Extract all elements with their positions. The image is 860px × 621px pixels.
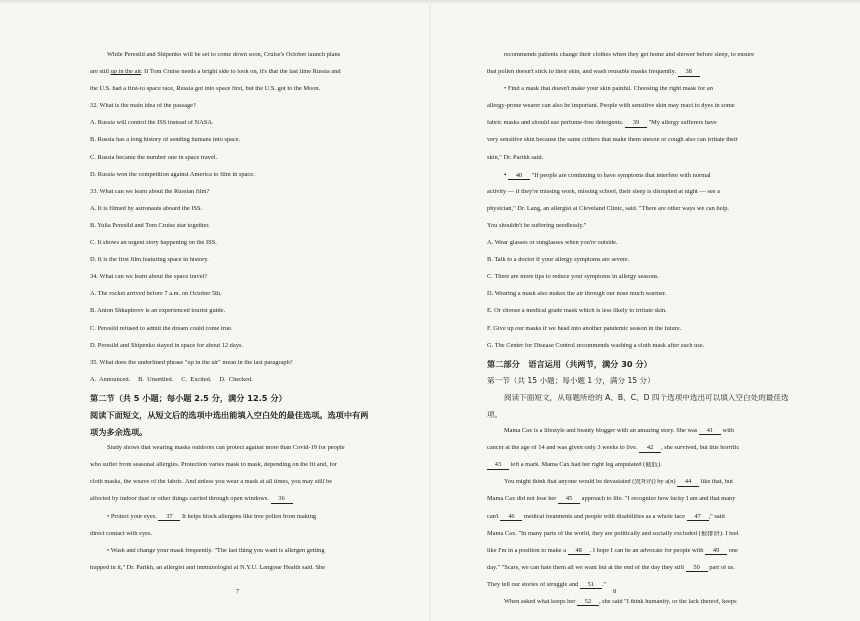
passage-line: • Find a mask that doesn't make your skin painful. Choosing the right mask for an xyxy=(504,86,713,93)
answer-blank: 47 xyxy=(687,514,709,521)
choice: F. Give up our masks if we head into another pandemic season in the future. xyxy=(487,325,682,332)
answer-blank: 43 xyxy=(487,462,509,469)
passage-line: the U.S. had a first-to space race, Russia got into space first, but the U.S. got to the Moon. xyxy=(90,86,321,93)
bullet-icon: • xyxy=(504,171,507,179)
section-instruction: 项为多余选项。 xyxy=(90,428,148,438)
cloze-text: . I hope I can be an advocate for people with xyxy=(589,547,704,554)
section-heading: 第二节（共 5 小题；每小题 2.5 分，满分 12.5 分） xyxy=(90,393,287,403)
passage-line xyxy=(487,172,799,189)
option: C. Peresild refused to admit the dream could come true. xyxy=(90,325,233,332)
passage-text: fabric masks and should use perfume-free detergents. xyxy=(487,120,624,127)
cloze-text: When asked what keeps her xyxy=(504,599,576,605)
cloze-text: Mama Cax did not lose her xyxy=(487,496,557,503)
right-page xyxy=(430,0,860,621)
cloze-text: cancer at the age of 14 and was given only 3 weeks to live. xyxy=(487,445,638,452)
option: D. Peresild and Shipenko stayed in space for about 12 days. xyxy=(90,342,243,349)
cloze-text: ." xyxy=(601,581,607,588)
choice: C. There are more tips to reduce your symptoms in allergy seasons. xyxy=(487,274,660,281)
passage-line: very sensitive skin because the same critters that make them sneeze or cough also can irritate their xyxy=(487,137,738,144)
right-column xyxy=(487,52,799,616)
option: B. Anton Shkaplerov is an experienced tourist guide. xyxy=(90,308,226,315)
option: A. The rocket arrived before 7 a.m. on October 5th. xyxy=(90,291,222,298)
passage-line: You shouldn't be suffering needlessly." xyxy=(487,222,587,229)
answer-blank: 48 xyxy=(568,548,590,555)
passage-line: direct contact with eyes. xyxy=(90,530,153,537)
option-row: A. Announced. B. Unsettled. C. Excited. D. Checked. xyxy=(90,376,253,383)
passage-text: that pollen doesn't stick to their skin, and wash reusable masks frequently. xyxy=(487,69,677,76)
choice: G. The Center for Disease Control recommends washing a cloth mask after each use. xyxy=(487,342,705,349)
passage-line xyxy=(487,120,799,137)
answer-blank: 40 xyxy=(508,173,530,180)
passage-line: allergy-prone wearer can also be important. People with sensitive skin may react to dyes in some xyxy=(487,103,735,110)
option: B. Yulia Peresild and Tom Cruise star together. xyxy=(90,222,210,229)
option: C. Russia became the number one in space travel. xyxy=(90,154,218,161)
passage-line: activity — if they're missing work, missing school, their sleep is disrupted at night — see a xyxy=(487,188,720,195)
passage-line: While Peresild and Shipenko will be set to come down soon, Cruise's October launch plans xyxy=(107,52,341,58)
cloze-text: You might think that anyone would be devastated (毁坏的) by a(n) xyxy=(504,479,676,486)
section-instruction: 阅读下面短文，从每题所给的 A、B、C、D 四个选项中选出可以填入空白处的最佳选 xyxy=(504,393,789,402)
option: A. Russia will control the ISS instead of NASA. xyxy=(90,120,214,127)
cloze-line xyxy=(487,462,799,479)
cloze-line xyxy=(487,445,799,462)
answer-blank: 45 xyxy=(558,496,580,503)
cloze-text: ," said xyxy=(708,513,725,520)
section-heading: 第一节（共 15 小题；每小题 1 分，满分 15 分） xyxy=(487,376,655,385)
question-stem: 32. What is the main idea of the passage? xyxy=(90,103,196,110)
cloze-text: medical treatments and people with disabilities as a whole face xyxy=(524,513,685,520)
answer-blank: 37 xyxy=(158,514,180,521)
section-instruction: 项。 xyxy=(487,410,503,419)
passage-line: skin," Dr. Parikh said. xyxy=(487,154,544,161)
cloze-text: , she survived, but this horrific xyxy=(661,445,740,452)
section-instruction: 阅读下面短文，从短文后的选项中选出能填入空白处的最佳选项。选项中有两 xyxy=(90,410,369,420)
cloze-text: , she said "I think humanity, or the lack thereof, keeps xyxy=(598,599,737,605)
question-stem: 35. What does the underlined phrase "up in the air" mean in the last paragraph? xyxy=(90,359,293,366)
underlined-phrase: up in the air xyxy=(110,69,141,76)
passage-line: trapped in it," Dr. Parikh, an allergist and immunologist at N.Y.U. Langone Health said. She xyxy=(90,564,326,571)
cloze-line xyxy=(487,428,799,445)
cloze-line xyxy=(487,514,799,531)
passage-text: "If people are continuing to have symptoms that interfere with normal xyxy=(531,171,711,179)
passage-text: affected by indoor dust or other things carried through open windows. xyxy=(90,496,269,503)
passage-line: physician," Dr. Lang, an allergist at Cleveland Clinic, said. "There are other ways we can help. xyxy=(487,205,730,212)
cloze-text: like I'm in a position to make a xyxy=(487,547,567,554)
option: D. Russia won the competition against America to film in space. xyxy=(90,171,255,178)
left-column xyxy=(90,52,395,582)
page-number: 8 xyxy=(613,588,617,595)
question-stem: 34. What can we learn about the space travel? xyxy=(90,274,208,281)
choice: D. Wearing a mask also makes the air through our nose much warmer. xyxy=(487,291,667,298)
passage-line: recommends patients change their clothes when they get home and shower before sleep, to ensure xyxy=(504,52,755,58)
answer-blank: 39 xyxy=(625,120,647,127)
cloze-line xyxy=(487,479,799,496)
cloze-line xyxy=(487,565,799,582)
option: B. Russia has a long history of sending humans into space. xyxy=(90,137,241,144)
answer-blank: 52 xyxy=(577,599,599,606)
answer-blank: 46 xyxy=(500,514,522,521)
cloze-text: They tell our stories of struggle and xyxy=(487,581,579,588)
cloze-line xyxy=(487,496,799,513)
cloze-line xyxy=(487,582,799,599)
cloze-line xyxy=(487,599,799,616)
answer-blank: 36 xyxy=(271,496,293,503)
cloze-text: with xyxy=(722,428,734,435)
cloze-text: one xyxy=(728,547,738,554)
cloze-line xyxy=(487,548,799,565)
option: C. It shows an urgent story happening on the ISS. xyxy=(90,240,217,247)
bullet-text: It helps block allergens like tree pollen from making xyxy=(182,513,317,520)
choice: B. Talk to a doctor if your allergy symptoms are severe. xyxy=(487,257,630,264)
choice: A. Wear glasses or sunglasses when you're outside. xyxy=(487,240,618,247)
choice: E. Or choose a medical grade mask which is less likely to irritate skin. xyxy=(487,308,667,315)
cloze-line: Mama Cax. "In many parts of the world, they are politically and socially excluded (被排挤). I feel xyxy=(487,530,739,537)
answer-blank: 44 xyxy=(677,479,699,486)
cloze-text: approach to life. "I recognize how lucky I am and that many xyxy=(581,496,736,503)
cloze-text: left a mark. Mama Cax had her right leg amputated (截肢). xyxy=(510,462,662,469)
answer-blank: 42 xyxy=(639,445,661,452)
question-stem: 33. What can we learn about the Russian film? xyxy=(90,188,210,195)
answer-blank: 41 xyxy=(699,428,721,435)
passage-line xyxy=(90,496,395,513)
cloze-text: like that, but xyxy=(700,479,733,486)
answer-blank: 38 xyxy=(678,69,700,76)
passage-line: who suffer from seasonal allergies. Protection varies mask to mask, depending on the fit and, for xyxy=(90,462,337,469)
option: A. It is filmed by astronauts aboard the ISS. xyxy=(90,205,203,212)
passage-line xyxy=(90,514,395,531)
bullet-text: • Protect your eyes. xyxy=(107,513,157,520)
passage-line: cloth masks, the weave of the fabric. And unless you wear a mask at all times, you may still be xyxy=(90,479,333,486)
passage-line: are still up in the air. If Tom Cruise needs a bright side to look on, it's that the last time Russia and xyxy=(90,69,341,76)
answer-blank: 51 xyxy=(580,582,602,589)
passage-line: • Wash and change your mask frequently. "The last thing you want is allergen getting xyxy=(107,547,325,554)
passage-text: "My allergy sufferers have xyxy=(648,120,717,127)
cloze-text: part of us. xyxy=(709,564,735,571)
passage-line xyxy=(487,69,799,86)
cloze-text: day." "Scars, we can hate them all we want but at the end of the day they still xyxy=(487,564,684,571)
answer-blank: 50 xyxy=(686,565,708,572)
page-number: 7 xyxy=(236,588,240,595)
cloze-text: can't xyxy=(487,513,499,520)
part-heading: 第二部分 语言运用（共两节，满分 30 分） xyxy=(487,359,652,369)
option: D. It is the first film featuring space in history. xyxy=(90,257,209,264)
passage-line: Study shows that wearing masks outdoors can protect against more than Covid-19 for people xyxy=(107,445,345,452)
cloze-text: Mama Cax is a lifestyle and beauty blogger with an amazing story. She was xyxy=(504,428,698,435)
answer-blank: 49 xyxy=(705,548,727,555)
